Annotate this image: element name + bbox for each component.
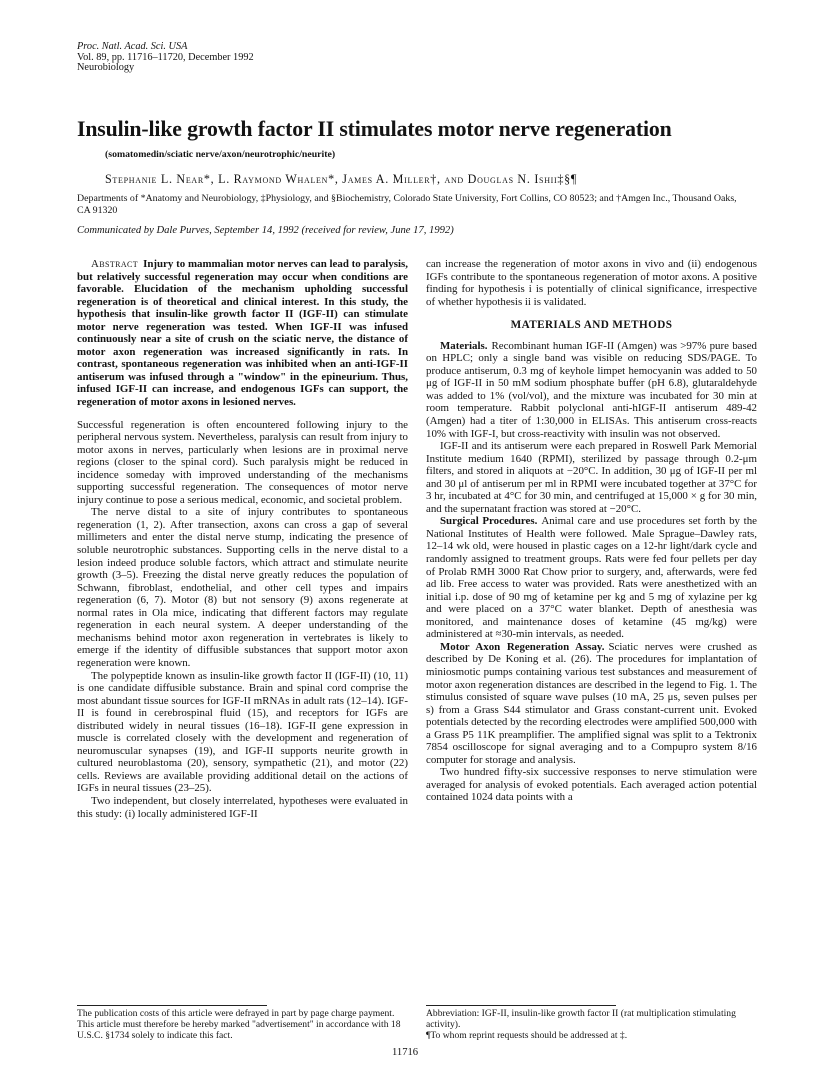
methods-paragraph: Motor Axon Regeneration Assay. Sciatic nerves were crushed as described by De Koning et al. (26). The procedures for implantation of miniosmotic pumps containing various test substances and measurement of motor axon regeneration distances are described in the legend to Fig. 1. The stimulus consisted of square wave pulses (10 mA, 25 μs, seven pulses per s) from a Grass S44 stimulator and Grass constant-current unit. Evoked potentials detected by the recording electrodes were amplified 500,000 with a Grass P5 11K preamplifier. The amplified signal was split to a Tektronix 7854 oscilloscope for signal averaging and to a Compupro system 8/16 computer for storage and analysis. [426,640,757,766]
body-paragraph: Two independent, but closely interrelated, hypotheses were evaluated in this study: (i) locally administered IGF-II [77,794,408,820]
left-column [77,258,408,820]
footnote-divider [426,1005,616,1006]
methods-paragraph: Materials. Recombinant human IGF-II (Amgen) was >97% pure based on HPLC; only a single band was visible on reducing SDS/PAGE. To produce antiserum, 0.3 mg of keyhole limpet hemocyanin was added to 50 μg of IGF-II in 50 mM sodium phosphate buffer (pH 6.8), glutaraldehyde was added to 1% (vol/vol), and the mixture was incubated for 30 min at room temperature. Rabbit polyclonal anti-hIGF-II antiserum 489-42 (Amgen) had a titer of 1:30,000 in ELISAs. This antiserum cross-reacts 10% with IGF-I, but cross-reactivity with insulin was not observed. [426,339,757,440]
body-paragraph: can increase the regeneration of motor axons in vivo and (ii) endogenous IGFs contribute to the spontaneous regeneration of motor axons. A positive finding for hypothesis i is potentially of clinical significance, irrespective of whether hypothesis ii is validated. [426,258,757,308]
right-column [426,258,757,804]
abstract-label: Abstract [91,258,139,270]
affiliations: Departments of *Anatomy and Neurobiology, ‡Physiology, and §Biochemistry, Colorado State University, Fort Collins, CO 80523; and †Amgen Inc., Thousand Oaks, CA 91320 [77,193,737,216]
author-list: Stephanie L. Near*, L. Raymond Whalen*, James A. Miller†, and Douglas N. Ishii‡§¶ [105,172,578,186]
run-in-heading: Surgical Procedures. [440,515,538,528]
abstract-text: Injury to mammalian motor nerves can lead to paralysis, but relatively successful regeneration may occur when conditions are favorable. Elucidation of the mechanism upholding successful regeneration is of theoretical and clinical interest. In this study, the hypothesis that insulin-like growth factor II (IGF-II) can stimulate motor nerve regeneration was tested. When IGF-II was infused continuously near a site of crush on the sciatic nerve, the distance of motor axon regeneration was increased significantly in rats. In contrast, spontaneous regeneration was inhibited when an anti-IGF-II antiserum was infused through a "window" in the epineurium. Thus, infused IGF-II can increase, and endogenous IGFs can support, the regeneration of motor axons in lesioned nerves. [77,258,408,409]
communicated-by: Communicated by Dale Purves, September 14, 1992 (received for review, June 17, 1992) [77,225,454,236]
body-paragraph: Successful regeneration is often encountered following injury to the peripheral nervous system. Nevertheless, paralysis can result from injury to motor axons in nerves, particularly when lesions are in proximal nerve regions (closer to the spinal cord). Such paralysis might be reduced in incidence someday with improved understanding of the mechanisms supporting successful regeneration. The consequences of motor nerve injury continue to pose a serious medical, economic, and societal problem. [77,418,408,506]
article-title: Insulin-like growth factor II stimulates motor nerve regeneration [77,117,672,141]
methods-paragraph: Surgical Procedures. Animal care and use procedures set forth by the National Institutes of Health were followed. Male Sprague–Dawley rats, 12–14 wk old, were housed in plastic cages on a 12-hr light/dark cycle and randomly assigned to treatment groups. Rats were fed four pellets per day of Prolab RMH 3000 Rat Chow prior to surgery, and, afterwards, were fed ad lib. Free access to water was provided. Rats were anesthetized with an initial i.p. dose of 90 mg of ketamine per kg and 5 mg of xylazine per kg and were placed on a 37°C water blanket. Depth of anesthesia was monitored, and maintenance doses of ketamine (45 mg/kg) were administered at ≈30-min intervals, as needed. [426,515,757,641]
keywords: (somatomedin/sciatic nerve/axon/neurotrophic/neurite) [105,149,336,160]
reprint-note: ¶To whom reprint requests should be addressed at ‡. [426,1030,628,1042]
abbreviation-note: Abbreviation: IGF-II, insulin-like growth factor II (rat multiplication stimulating activity). [426,1008,736,1031]
run-in-heading: Motor Axon Regeneration Assay. [440,640,605,653]
body-paragraph: The polypeptide known as insulin-like growth factor II (IGF-II) (10, 11) is one candidate diffusible substance. Brain and spinal cord comprise the most abundant tissue sources for IGF-II mRNAs in adult rats (12–14). IGF-II is found in cerebrospinal fluid (15), and receptors for IGFs are distributed widely in neural tissues (16–18). IGF-II gene expression in muscle is correlated closely with the development and regeneration of neuromuscular synapses (19), and IGF-II supports neurite growth in cultured neuroblastoma (20), sensory, sympathetic (21), and motor (22) cells. Reviews are available providing additional detail on the actions of IGFs in neural tissues (23–25). [77,669,408,795]
run-in-heading: Materials. [440,339,488,352]
volume-info: Vol. 89, pp. 11716–11720, December 1992 [77,51,254,63]
section-name: Neurobiology [77,62,135,74]
publication-cost-footnote: The publication costs of this article were defrayed in part by page charge payment. This article must therefore be hereby marked "advertisement" in accordance with 18 U.S.C. §1734 solely to indicate this fact. [77,1008,401,1042]
section-heading: MATERIALS AND METHODS [510,319,673,332]
journal-header [77,42,254,74]
methods-paragraph: IGF-II and its antiserum were each prepared in Roswell Park Memorial Institute medium 1640 (RPMI), sterilized by passage through 0.2-μm filters, and stored in aliquots at −20°C. In addition, 30 μg of IGF-II per ml and 30 μl of antiserum per ml in RPMI were incubated together at 37°C for 3 hr, incubated at 4°C for 30 min, and centrifuged at 15,000 × g for 30 min, and the supernatant fraction was stored at −20°C. [426,440,757,515]
abbreviation-footnote [426,1008,757,1042]
page-number: 11716 [392,1047,419,1058]
abstract [77,258,408,409]
footnote-divider [77,1005,267,1006]
methods-paragraph: Two hundred fifty-six successive responses to nerve stimulation were averaged for analysis of evoked potentials. Each averaged action potential contained 1024 data points with a [426,766,757,804]
body-paragraph: The nerve distal to a site of injury contributes to spontaneous regeneration (1, 2). After transection, axons can cross a gap of several millimeters and enter the distal nerve stump, indicating the presence of soluble neurotrophic substances. Supporting cells in the nerve distal to a lesion indeed produce soluble factors, which attract and stimulate neurite growth (3–5). Freezing the distal nerve greatly reduces the population of Schwann, fibroblast, endothelial, and other cell types and impairs regeneration (6, 7). Motor (8) but not sensory (9) axons regenerate at normal rates in Ola mice, indicating that different factors may regulate regeneration in each neural system. A deeper understanding of the mechanisms behind motor axon regeneration in vertebrates is likely to emerge if the identity of diffusible substances that support motor axon regeneration were known. [77,506,408,669]
journal-name: Proc. Natl. Acad. Sci. USA [77,41,188,52]
